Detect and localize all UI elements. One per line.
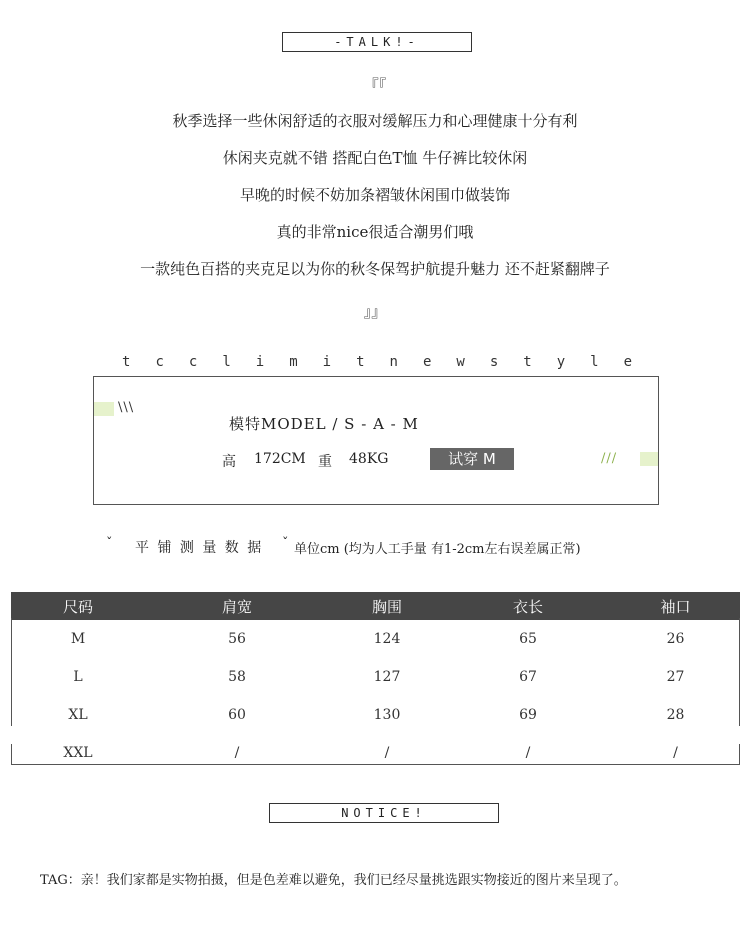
brand-letter: t xyxy=(523,354,532,370)
cell: 67 xyxy=(519,669,537,685)
cell: XXL xyxy=(63,745,93,761)
cell: 60 xyxy=(228,707,246,723)
unit-note: 单位cm (均为人工手量 有1-2cm左右误差属正常) xyxy=(294,542,581,557)
talk-line-3: 早晚的时候不妨加条褶皱休闲围巾做装饰 xyxy=(239,186,510,204)
right-slashes: /// xyxy=(601,451,618,466)
open-quote: 『『 xyxy=(363,76,387,94)
cell: 27 xyxy=(666,669,685,685)
cell: 69 xyxy=(519,707,537,723)
header-chest: 胸围 xyxy=(329,592,445,620)
brand-letter: w xyxy=(456,354,465,370)
brand-letter: t xyxy=(356,354,365,370)
measure-title: 平 铺 测 量 数 据 xyxy=(135,540,264,556)
size-table xyxy=(11,592,740,772)
cell: 58 xyxy=(228,669,246,685)
header-length: 衣长 xyxy=(445,592,611,620)
height-value: 172CM xyxy=(254,451,306,467)
cell: 56 xyxy=(228,631,246,647)
header-cuff: 袖口 xyxy=(611,592,740,620)
brand-letter: t xyxy=(122,354,131,370)
notice-text: TAG：亲！我们家都是实物拍摄，但是色差难以避免，我们已经尽量挑选跟实物接近的图片来呈现了。 xyxy=(40,873,627,888)
brand-letter: e xyxy=(623,354,632,370)
table-header-row xyxy=(11,592,740,620)
cell: / xyxy=(525,745,531,761)
cell: L xyxy=(73,669,83,685)
table-border-left xyxy=(11,618,12,726)
brand-letter: i xyxy=(322,354,332,370)
table-row xyxy=(11,620,740,658)
tryon-badge: 试穿 M xyxy=(430,448,514,470)
talk-label: -TALK!- xyxy=(282,32,472,52)
highlight-right xyxy=(640,452,658,466)
brand-letter: l xyxy=(590,354,599,370)
chevron-down-icon: ˇ xyxy=(282,536,289,551)
notice-label: NOTICE! xyxy=(269,803,499,823)
talk-line-5: 一款纯色百搭的夹克足以为你的秋冬保驾护航提升魅力 还不赶紧翻牌子 xyxy=(140,260,610,278)
left-slashes: \\\ xyxy=(118,400,135,415)
cell: / xyxy=(234,745,240,761)
header-size: 尺码 xyxy=(11,592,145,620)
weight-value: 48KG xyxy=(349,451,389,467)
table-border-right xyxy=(739,744,740,764)
cell: 65 xyxy=(519,631,537,647)
cell: 130 xyxy=(373,707,401,723)
talk-line-1: 秋季选择一些休闲舒适的衣服对缓解压力和心理健康十分有利 xyxy=(172,112,578,130)
cell: 124 xyxy=(373,631,401,647)
brand-letter: c xyxy=(155,354,164,370)
brand-letter: c xyxy=(188,354,198,370)
cell: 26 xyxy=(666,631,685,647)
brand-letter: l xyxy=(222,354,231,370)
model-line: 模特MODEL / S - A - M xyxy=(229,415,419,433)
cell: / xyxy=(384,745,390,761)
table-row xyxy=(11,696,740,734)
close-quote: 』』 xyxy=(363,303,387,321)
talk-line-2: 休闲夹克就不错 搭配白色T恤 牛仔裤比较休闲 xyxy=(222,149,528,167)
weight-label: 重 xyxy=(318,454,332,470)
cell: XL xyxy=(68,707,88,723)
cell: M xyxy=(70,631,86,647)
table-row xyxy=(11,734,740,772)
cell: / xyxy=(673,745,678,761)
talk-line-4: 真的非常nice很适合潮男们哦 xyxy=(276,223,474,241)
brand-letter: y xyxy=(556,354,566,370)
chevron-down-icon: ˇ xyxy=(106,536,113,551)
highlight-left xyxy=(94,402,114,416)
table-border-left xyxy=(11,744,12,764)
brand-letters xyxy=(122,354,632,370)
model-info-box xyxy=(93,376,659,505)
brand-letter: s xyxy=(489,354,499,370)
brand-letter: e xyxy=(422,354,432,370)
table-border-right xyxy=(739,618,740,726)
height-label: 高 xyxy=(222,454,236,470)
brand-letter: i xyxy=(255,354,265,370)
brand-letter: m xyxy=(289,354,298,370)
table-row xyxy=(11,658,740,696)
cell: 127 xyxy=(373,669,401,685)
header-shoulder: 肩宽 xyxy=(145,592,329,620)
cell: 28 xyxy=(666,707,685,723)
brand-letter: n xyxy=(389,354,398,370)
table-border-bottom xyxy=(11,764,740,765)
